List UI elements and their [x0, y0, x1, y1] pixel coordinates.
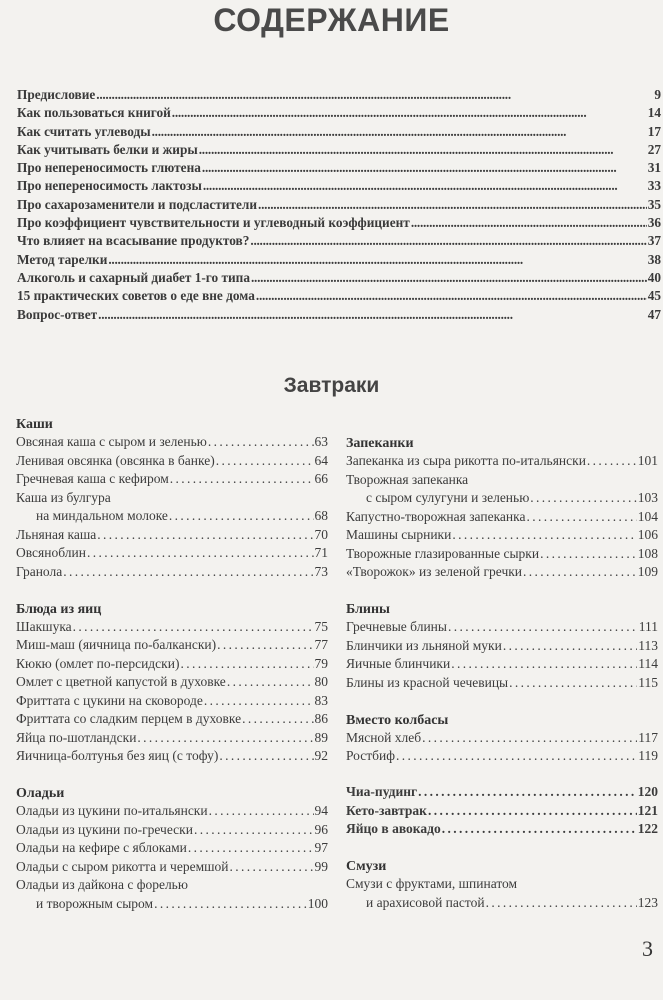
dot-leader	[204, 693, 314, 709]
dot-leader	[442, 821, 637, 837]
recipe-entry[interactable]: Гречневая каша с кефиром . . . 66	[16, 471, 328, 490]
toc-entry[interactable]: Как учитывать белки и жиры . . . 27	[17, 142, 661, 160]
dot-leader	[97, 527, 313, 543]
dot-leader	[250, 233, 646, 249]
left-column	[16, 415, 328, 932]
dot-leader	[169, 508, 314, 524]
right-column	[346, 434, 658, 931]
dot-leader	[452, 527, 636, 543]
recipe-group	[346, 857, 658, 913]
recipe-entry[interactable]: Шакшука . . . 75	[16, 619, 328, 638]
toc-entry[interactable]: Про непереносимость глютена . . . 31	[17, 160, 661, 178]
dot-leader	[217, 637, 313, 653]
group-title: Оладьи	[16, 786, 65, 801]
toc-entry[interactable]: Что влияет на всасывание продуктов? . . . 37	[17, 233, 661, 251]
dot-leader	[152, 124, 647, 140]
dot-leader	[98, 307, 647, 323]
dot-leader	[428, 803, 637, 819]
recipe-entry[interactable]: Яичница-болтунья без яиц (с тофу) . . . 92	[16, 748, 328, 767]
dot-leader	[194, 822, 314, 838]
dot-leader	[422, 730, 637, 746]
dot-leader	[540, 546, 637, 562]
group-title: Каши	[16, 417, 53, 432]
recipe-entry[interactable]: Омлет с цветной капустой в духовке . . . 80	[16, 674, 328, 693]
recipe-entry[interactable]: Кето-завтрак . . . 121	[346, 803, 658, 822]
recipe-group	[16, 415, 328, 582]
recipe-entry[interactable]: Блинчики из льняной муки . . . 113	[346, 638, 658, 657]
dot-leader	[448, 619, 638, 635]
dot-leader	[188, 840, 314, 856]
recipe-entry[interactable]: Миш-маш (яичница по-балкански) . . . 77	[16, 637, 328, 656]
recipe-group	[346, 600, 658, 693]
group-title: Смузи	[346, 859, 387, 874]
recipe-group	[346, 711, 658, 767]
dot-leader	[203, 178, 647, 194]
recipe-entry[interactable]: с сыром сулугуни и зеленью . . . 103	[346, 490, 658, 509]
dot-leader	[451, 656, 637, 672]
recipe-entry[interactable]: Творожные глазированные сырки . . . 108	[346, 546, 658, 565]
dot-leader	[219, 748, 313, 764]
toc-entry[interactable]: Предисловие . . . 9	[17, 87, 661, 105]
dot-leader	[396, 748, 637, 764]
recipe-group	[346, 434, 658, 583]
section-title: Завтраки	[283, 374, 380, 397]
dot-leader	[137, 730, 313, 746]
recipe-entry[interactable]: Оладьи на кефире с яблоками . . . 97	[16, 840, 328, 859]
recipe-entry[interactable]: Овсяная каша с сыром и зеленью . . . 63	[16, 434, 328, 453]
group-title: Блины	[346, 602, 390, 617]
toc-entry[interactable]: Как пользоваться книгой . . . 14	[17, 105, 661, 123]
dot-leader	[530, 490, 636, 506]
recipe-entry[interactable]: Яичные блинчики . . . 114	[346, 656, 658, 675]
recipe-entry[interactable]: Фриттата со сладким перцем в духовке . . . 86	[16, 711, 328, 730]
group-title: Блюда из яиц	[16, 601, 102, 617]
toc-entry[interactable]: Как считать углеводы . . . 17	[17, 124, 661, 142]
toc-entry[interactable]: Про коэффициент чувствительности и углеводный коэффициент . . . 36	[17, 215, 661, 233]
recipe-entry[interactable]: Яйцо в авокадо . . . 122	[346, 821, 658, 840]
recipe-entry[interactable]: «Творожок» из зеленой гречки . . . 109	[346, 564, 658, 583]
dot-leader	[227, 674, 314, 690]
recipe-entry[interactable]: на миндальном молоке . . . 68	[16, 508, 328, 527]
dot-leader	[154, 896, 307, 912]
recipe-entry[interactable]: Ростбиф . . . 119	[346, 748, 658, 767]
page-number: 3	[642, 936, 653, 961]
toc-entry[interactable]: Метод тарелки . . . 38	[17, 252, 661, 270]
dot-leader	[503, 638, 637, 654]
recipe-entry[interactable]: Оладьи из цукини по-гречески . . . 96	[16, 822, 328, 841]
recipe-entry[interactable]: Льняная каша . . . 70	[16, 527, 328, 546]
contents-list	[17, 87, 661, 325]
toc-entry[interactable]: Вопрос-ответ . . . 47	[17, 307, 661, 325]
dot-leader	[209, 803, 314, 819]
dot-leader	[199, 142, 647, 158]
dot-leader	[170, 471, 314, 487]
dot-leader	[180, 656, 313, 672]
dot-leader	[172, 105, 647, 121]
recipe-entry[interactable]: Оладьи из дайкона с форелью	[16, 877, 188, 892]
dot-leader	[96, 87, 653, 103]
dot-leader	[202, 160, 647, 176]
dot-leader	[242, 711, 313, 727]
recipe-entry[interactable]: Мясной хлеб . . . 117	[346, 730, 658, 749]
dot-leader	[73, 619, 314, 635]
recipe-entry[interactable]: Овсяноблин . . . 71	[16, 545, 328, 564]
recipe-entry[interactable]: Капустно-творожная запеканка . . . 104	[346, 509, 658, 528]
recipe-entry[interactable]: Яйца по-шотландски . . . 89	[16, 730, 328, 749]
recipe-entry[interactable]: и арахисовой пастой . . . 123	[346, 895, 658, 914]
recipe-entry[interactable]: Каша из булгура	[16, 489, 111, 505]
dot-leader	[256, 288, 647, 304]
dot-leader	[87, 545, 314, 561]
recipe-entry[interactable]: Фриттата с цукини на сковороде . . . 83	[16, 693, 328, 712]
dot-leader	[418, 784, 637, 800]
dot-leader	[208, 434, 314, 450]
group-title: Вместо колбасы	[346, 712, 449, 728]
dot-leader	[258, 197, 647, 213]
recipe-entry[interactable]: Чиа-пудинг . . . 120	[346, 784, 658, 803]
recipe-entry[interactable]: Блины из красной чечевицы . . . 115	[346, 675, 658, 694]
recipe-entry[interactable]: Оладьи с сыром рикотта и черемшой . . . 99	[16, 859, 328, 878]
recipe-entry[interactable]: Творожная запеканка	[346, 471, 469, 487]
recipe-entry[interactable]: Оладьи из цукини по-итальянски . . . 94	[16, 803, 328, 822]
dot-leader	[486, 895, 637, 911]
toc-entry[interactable]: 15 практических советов о еде вне дома . . . 45	[17, 288, 661, 306]
dot-leader	[229, 859, 313, 875]
group-title: Запеканки	[346, 436, 414, 451]
toc-entry[interactable]: Про сахарозаменители и подсластители . . . 35	[17, 197, 661, 215]
dot-leader	[587, 453, 637, 469]
recipe-entry[interactable]: Гречневые блины . . . 111	[346, 619, 658, 638]
dot-leader	[108, 252, 646, 268]
dot-leader	[509, 675, 637, 691]
toc-entry[interactable]: Алкоголь и сахарный диабет 1-го типа . . . 40	[17, 270, 661, 288]
recipe-entry[interactable]: Кюкю (омлет по-персидски) . . . 79	[16, 656, 328, 675]
dot-leader	[523, 564, 637, 580]
recipe-entry[interactable]: и творожным сыром . . . 100	[16, 896, 328, 915]
page-title: СОДЕРЖАНИЕ	[213, 2, 450, 38]
recipe-entry[interactable]: Смузи с фруктами, шпинатом	[346, 876, 518, 891]
toc-entry[interactable]: Про непереносимость лактозы . . . 33	[17, 178, 661, 196]
recipe-group-standalone	[346, 784, 658, 840]
recipe-entry[interactable]: Ленивая овсянка (овсянка в банке) . . . 64	[16, 453, 328, 472]
recipe-entry[interactable]: Машины сырники . . . 106	[346, 527, 658, 546]
recipe-group	[16, 600, 328, 767]
recipe-entry[interactable]: Гранола . . . 73	[16, 564, 328, 583]
dot-leader	[411, 215, 647, 231]
dot-leader	[251, 270, 647, 286]
dot-leader	[526, 509, 636, 525]
dot-leader	[216, 453, 314, 469]
recipe-group	[16, 784, 328, 914]
dot-leader	[63, 564, 313, 580]
recipe-entry[interactable]: Запеканка из сыра рикотта по-итальянски . . . 101	[346, 453, 658, 472]
